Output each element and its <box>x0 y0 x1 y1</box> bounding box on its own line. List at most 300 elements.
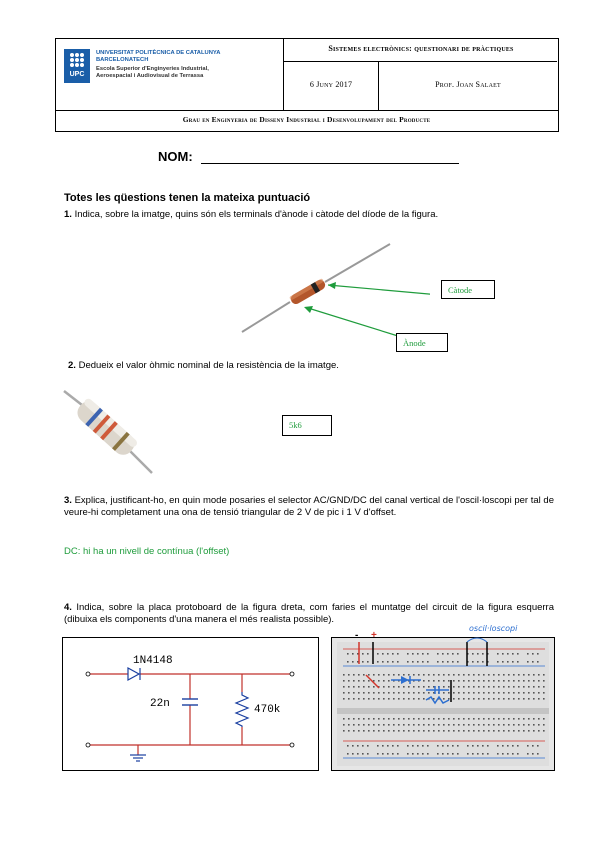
breadboard-hole <box>448 680 450 682</box>
breadboard-hole <box>378 724 380 726</box>
breadboard-hole <box>472 745 474 747</box>
breadboard-hole <box>373 686 375 688</box>
breadboard-hole <box>362 653 364 655</box>
breadboard-hole <box>523 724 525 726</box>
breadboard-hole <box>418 730 420 732</box>
breadboard-hole <box>513 730 515 732</box>
breadboard-hole <box>398 674 400 676</box>
breadboard-hole <box>377 661 379 663</box>
breadboard-hole <box>412 753 414 755</box>
breadboard-hole <box>498 698 500 700</box>
breadboard-hole <box>427 661 429 663</box>
breadboard-hole <box>483 692 485 694</box>
resistor-body <box>73 397 138 459</box>
breadboard-hole <box>508 674 510 676</box>
breadboard-hole <box>533 674 535 676</box>
breadboard-hole <box>433 718 435 720</box>
breadboard-hole <box>457 661 459 663</box>
diode-symbol <box>128 668 140 680</box>
breadboard-hole <box>493 724 495 726</box>
ground-symbol <box>130 755 146 761</box>
breadboard-hole <box>513 680 515 682</box>
question-2-number: 2. <box>68 360 76 371</box>
breadboard-hole <box>423 686 425 688</box>
breadboard-hole <box>368 680 370 682</box>
breadboard-hole <box>453 724 455 726</box>
breadboard-hole <box>397 653 399 655</box>
header-divider-v <box>283 38 284 110</box>
breadboard-hole <box>358 686 360 688</box>
breadboard-hole <box>427 753 429 755</box>
breadboard-hole <box>348 724 350 726</box>
breadboard-hole <box>502 745 504 747</box>
breadboard-hole <box>418 724 420 726</box>
breadboard-hole <box>348 698 350 700</box>
breadboard-hole <box>343 730 345 732</box>
breadboard-hole <box>423 724 425 726</box>
breadboard-hole <box>387 653 389 655</box>
breadboard-hole <box>502 661 504 663</box>
breadboard-hole <box>458 730 460 732</box>
breadboard-hole <box>538 718 540 720</box>
breadboard-hole <box>497 661 499 663</box>
breadboard-hole <box>528 698 530 700</box>
breadboard-hole <box>447 653 449 655</box>
breadboard-hole <box>387 745 389 747</box>
breadboard-hole <box>543 686 545 688</box>
breadboard-hole <box>498 730 500 732</box>
breadboard-hole <box>383 680 385 682</box>
breadboard-hole <box>508 692 510 694</box>
breadboard-hole <box>503 698 505 700</box>
breadboard-hole <box>367 753 369 755</box>
breadboard-hole <box>538 674 540 676</box>
breadboard-hole <box>533 718 535 720</box>
breadboard-hole <box>463 692 465 694</box>
resistor-label: 470k <box>254 704 281 716</box>
question-3 <box>64 495 554 519</box>
breadboard-hole <box>367 661 369 663</box>
breadboard-hole <box>503 686 505 688</box>
breadboard-hole <box>443 724 445 726</box>
breadboard-hole <box>517 745 519 747</box>
breadboard-hole <box>528 686 530 688</box>
breadboard-hole <box>438 730 440 732</box>
breadboard-hole <box>397 753 399 755</box>
upc-logo <box>64 49 90 83</box>
breadboard-hole <box>543 674 545 676</box>
question-1-text: Indica, sobre la imatge, quins són els terminals d'ànode i càtode del díode de la figura. <box>74 209 439 220</box>
breadboard-hole <box>393 724 395 726</box>
breadboard-hole <box>468 674 470 676</box>
breadboard-hole <box>362 745 364 747</box>
breadboard-hole <box>353 730 355 732</box>
breadboard-hole <box>533 680 535 682</box>
breadboard-hole <box>443 692 445 694</box>
breadboard-hole <box>408 698 410 700</box>
breadboard-hole <box>512 753 514 755</box>
breadboard-hole <box>362 661 364 663</box>
breadboard-hole <box>357 753 359 755</box>
breadboard-hole <box>488 692 490 694</box>
breadboard-hole <box>463 686 465 688</box>
breadboard-hole <box>518 692 520 694</box>
breadboard-hole <box>468 698 470 700</box>
breadboard-hole <box>383 686 385 688</box>
breadboard-hole <box>443 680 445 682</box>
breadboard-hole <box>358 724 360 726</box>
breadboard-hole <box>358 674 360 676</box>
breadboard-hole <box>427 653 429 655</box>
breadboard-hole <box>513 718 515 720</box>
breadboard-hole <box>478 674 480 676</box>
breadboard-hole <box>382 653 384 655</box>
breadboard-hole <box>527 745 529 747</box>
breadboard-hole <box>448 724 450 726</box>
breadboard-hole <box>513 674 515 676</box>
breadboard-hole <box>537 661 539 663</box>
breadboard-hole <box>453 674 455 676</box>
breadboard-hole <box>437 753 439 755</box>
question-3-number: 3. <box>64 495 72 506</box>
breadboard-hole <box>403 686 405 688</box>
breadboard-hole <box>518 698 520 700</box>
breadboard-hole <box>383 698 385 700</box>
breadboard-hole <box>448 718 450 720</box>
breadboard-hole <box>408 718 410 720</box>
breadboard-hole <box>428 680 430 682</box>
breadboard-hole <box>442 745 444 747</box>
header-divider-h2 <box>55 110 558 111</box>
breadboard-hole <box>458 692 460 694</box>
breadboard-hole <box>517 661 519 663</box>
breadboard-hole <box>473 730 475 732</box>
breadboard-hole <box>417 753 419 755</box>
breadboard-hole <box>407 753 409 755</box>
breadboard-hole <box>508 698 510 700</box>
breadboard-hole <box>448 730 450 732</box>
breadboard-hole <box>468 686 470 688</box>
breadboard-hole <box>482 653 484 655</box>
anode-arrow <box>308 308 398 336</box>
breadboard-hole <box>538 686 540 688</box>
breadboard-hole <box>507 661 509 663</box>
breadboard-hole <box>483 724 485 726</box>
breadboard-hole <box>407 661 409 663</box>
breadboard-hole <box>412 661 414 663</box>
breadboard-hole <box>443 686 445 688</box>
breadboard-hole <box>423 692 425 694</box>
breadboard-hole <box>363 718 365 720</box>
diode-lead-right <box>325 244 390 282</box>
breadboard-hole <box>413 692 415 694</box>
breadboard-hole <box>513 724 515 726</box>
breadboard-hole <box>533 698 535 700</box>
breadboard-hole <box>363 698 365 700</box>
breadboard-hole <box>408 686 410 688</box>
breadboard-hole <box>357 745 359 747</box>
breadboard-hole <box>428 718 430 720</box>
header-divider-h1 <box>283 61 557 62</box>
breadboard-hole <box>463 730 465 732</box>
breadboard-hole <box>483 674 485 676</box>
breadboard-hole <box>518 730 520 732</box>
breadboard-hole <box>438 680 440 682</box>
breadboard-hole <box>448 692 450 694</box>
catode-arrow <box>328 285 430 295</box>
breadboard-hole <box>473 698 475 700</box>
breadboard-hole <box>348 686 350 688</box>
breadboard-hole <box>463 698 465 700</box>
breadboard-hole <box>373 730 375 732</box>
breadboard-hole <box>443 698 445 700</box>
breadboard-hole <box>512 653 514 655</box>
breadboard-hole <box>538 680 540 682</box>
breadboard-hole <box>458 724 460 726</box>
breadboard-hole <box>502 653 504 655</box>
breadboard-hole <box>422 653 424 655</box>
capacitor-label: 22n <box>150 698 170 710</box>
breadboard-hole <box>493 674 495 676</box>
breadboard-hole <box>458 686 460 688</box>
breadboard-hole <box>477 661 479 663</box>
breadboard-hole <box>353 692 355 694</box>
breadboard-hole <box>467 753 469 755</box>
center-channel <box>337 708 549 714</box>
breadboard-hole <box>453 686 455 688</box>
breadboard-hole <box>448 698 450 700</box>
breadboard-hole <box>417 653 419 655</box>
question-1 <box>64 209 554 221</box>
breadboard-hole <box>373 692 375 694</box>
breadboard-hole <box>407 745 409 747</box>
breadboard-hole <box>508 686 510 688</box>
breadboard-hole <box>383 730 385 732</box>
breadboard-hole <box>373 698 375 700</box>
breadboard-hole <box>478 724 480 726</box>
resistor-figure <box>60 385 160 480</box>
breadboard-hole <box>383 692 385 694</box>
breadboard-hole <box>348 718 350 720</box>
breadboard-hole <box>512 745 514 747</box>
breadboard-hole <box>478 730 480 732</box>
breadboard-hole <box>368 674 370 676</box>
breadboard-hole <box>352 753 354 755</box>
breadboard-hole <box>443 674 445 676</box>
breadboard-hole <box>507 745 509 747</box>
breadboard-hole <box>523 718 525 720</box>
breadboard-hole <box>418 686 420 688</box>
breadboard-hole <box>518 674 520 676</box>
breadboard-hole <box>408 730 410 732</box>
breadboard-hole <box>538 692 540 694</box>
breadboard-hole <box>398 730 400 732</box>
breadboard-hole <box>473 718 475 720</box>
breadboard-hole <box>368 730 370 732</box>
breadboard-hole <box>508 730 510 732</box>
breadboard-hole <box>392 753 394 755</box>
breadboard-hole <box>423 680 425 682</box>
breadboard-hole <box>543 724 545 726</box>
breadboard-hole <box>532 753 534 755</box>
diode-body <box>289 278 327 306</box>
breadboard-hole <box>468 724 470 726</box>
output-terminal-bottom <box>290 743 294 747</box>
breadboard-hole <box>358 680 360 682</box>
breadboard-hole <box>488 730 490 732</box>
breadboard-hole <box>458 674 460 676</box>
breadboard-hole <box>393 674 395 676</box>
resistor-answer-box[interactable]: 5k6 <box>282 415 332 436</box>
breadboard-hole <box>452 753 454 755</box>
breadboard-hole <box>353 686 355 688</box>
breadboard-hole <box>387 753 389 755</box>
breadboard-hole <box>468 692 470 694</box>
breadboard-hole <box>478 718 480 720</box>
breadboard-hole <box>498 680 500 682</box>
breadboard-hole <box>343 680 345 682</box>
breadboard-hole <box>517 653 519 655</box>
breadboard-hole <box>493 686 495 688</box>
breadboard-hole <box>413 674 415 676</box>
breadboard-hole <box>523 680 525 682</box>
breadboard-hole <box>523 730 525 732</box>
breadboard-hole <box>358 698 360 700</box>
breadboard-hole <box>473 680 475 682</box>
breadboard-hole <box>498 686 500 688</box>
school-name: Escola Superior d'Enginyeries Industrial, Aeroespacial i Audiovisual de Terrassa <box>96 66 209 79</box>
course-title: Sistemes electrònics: questionari de pràctiques <box>328 44 514 53</box>
breadboard-hole <box>543 692 545 694</box>
breadboard-hole <box>452 653 454 655</box>
breadboard-hole <box>343 686 345 688</box>
breadboard-hole <box>423 674 425 676</box>
breadboard-hole <box>377 753 379 755</box>
breadboard-hole <box>408 674 410 676</box>
breadboard-hole <box>348 692 350 694</box>
breadboard-hole <box>363 730 365 732</box>
breadboard-hole <box>407 653 409 655</box>
breadboard-hole <box>473 674 475 676</box>
breadboard-hole <box>377 745 379 747</box>
breadboard-hole <box>482 661 484 663</box>
breadboard-hole <box>422 661 424 663</box>
breadboard-hole <box>532 661 534 663</box>
breadboard-hole <box>493 680 495 682</box>
breadboard-hole <box>437 661 439 663</box>
circuit-schematic <box>62 637 319 771</box>
breadboard-hole <box>388 724 390 726</box>
breadboard-hole <box>373 674 375 676</box>
breadboard-hole <box>368 718 370 720</box>
breadboard-hole <box>503 674 505 676</box>
breadboard-hole <box>493 698 495 700</box>
plus-annotation: + <box>371 630 377 641</box>
breadboard-hole <box>382 745 384 747</box>
breadboard-hole <box>417 745 419 747</box>
breadboard-hole <box>353 724 355 726</box>
breadboard-hole <box>393 718 395 720</box>
diode-label: 1N4148 <box>133 655 173 667</box>
breadboard-hole <box>403 718 405 720</box>
breadboard-hole <box>423 730 425 732</box>
breadboard-hole <box>358 730 360 732</box>
breadboard <box>331 620 555 771</box>
breadboard-hole <box>413 724 415 726</box>
breadboard-hole <box>418 718 420 720</box>
breadboard-hole <box>488 718 490 720</box>
breadboard-hole <box>362 753 364 755</box>
catode-label: Càtode <box>441 280 495 299</box>
breadboard-hole <box>388 674 390 676</box>
breadboard-hole <box>543 718 545 720</box>
breadboard-hole <box>448 686 450 688</box>
breadboard-hole <box>498 724 500 726</box>
breadboard-hole <box>397 745 399 747</box>
breadboard-hole <box>477 745 479 747</box>
breadboard-hole <box>403 692 405 694</box>
breadboard-hole <box>393 730 395 732</box>
breadboard-hole <box>363 680 365 682</box>
breadboard-hole <box>417 661 419 663</box>
breadboard-hole <box>348 674 350 676</box>
breadboard-hole <box>537 753 539 755</box>
breadboard-hole <box>458 680 460 682</box>
breadboard-hole <box>433 674 435 676</box>
name-field-line[interactable] <box>201 163 459 164</box>
breadboard-hole <box>533 730 535 732</box>
breadboard-hole <box>507 753 509 755</box>
breadboard-hole <box>468 718 470 720</box>
breadboard-hole <box>427 745 429 747</box>
breadboard-hole <box>352 745 354 747</box>
breadboard-hole <box>352 661 354 663</box>
upc-logo-text: UPC <box>69 71 85 78</box>
resistor-lead-left <box>64 391 82 405</box>
breadboard-hole <box>422 753 424 755</box>
breadboard-hole <box>483 698 485 700</box>
question-1-number: 1. <box>64 209 72 220</box>
oscilloscope-annotation: oscil·loscopi <box>469 624 518 633</box>
breadboard-hole <box>513 698 515 700</box>
breadboard-hole <box>343 692 345 694</box>
breadboard-hole <box>447 745 449 747</box>
diode-lead-left <box>242 302 290 332</box>
breadboard-hole <box>437 653 439 655</box>
breadboard-hole <box>343 674 345 676</box>
breadboard-hole <box>403 698 405 700</box>
breadboard-hole <box>388 680 390 682</box>
breadboard-hole <box>347 753 349 755</box>
breadboard-hole <box>538 698 540 700</box>
breadboard-hole <box>523 674 525 676</box>
breadboard-hole <box>367 653 369 655</box>
breadboard-hole <box>487 753 489 755</box>
breadboard-hole <box>463 718 465 720</box>
breadboard-hole <box>383 724 385 726</box>
breadboard-hole <box>388 718 390 720</box>
breadboard-hole <box>533 724 535 726</box>
breadboard-hole <box>527 753 529 755</box>
breadboard-hole <box>413 698 415 700</box>
breadboard-hole <box>493 718 495 720</box>
breadboard-hole <box>403 724 405 726</box>
breadboard-hole <box>457 653 459 655</box>
breadboard-hole <box>497 653 499 655</box>
breadboard-hole <box>358 692 360 694</box>
resistor-symbol <box>236 692 248 727</box>
breadboard-hole <box>513 686 515 688</box>
